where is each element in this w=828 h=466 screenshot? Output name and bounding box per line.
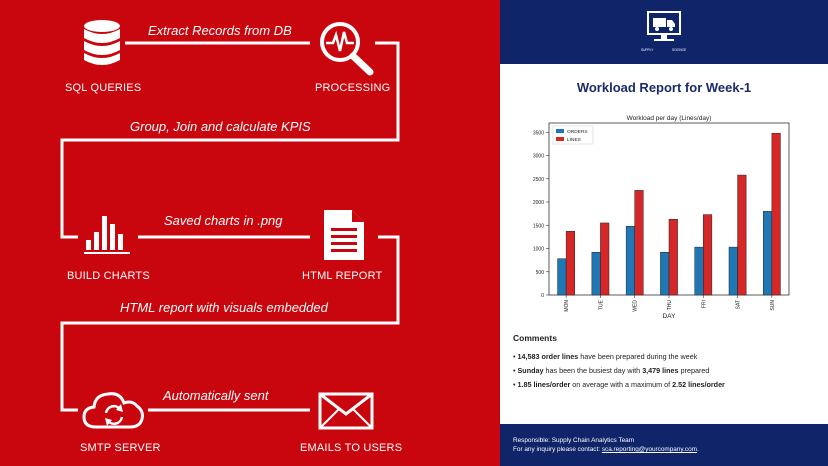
x-tick-label: FRI bbox=[701, 300, 708, 309]
bar-lines-mon bbox=[566, 231, 575, 295]
y-tick-label: 1000 bbox=[532, 246, 544, 253]
bars bbox=[558, 133, 781, 295]
legend-swatch-lines bbox=[556, 137, 564, 141]
y-tick-label: 1500 bbox=[532, 223, 544, 230]
footer-email-link[interactable]: sca.reporting@yourcompany.com bbox=[601, 446, 697, 453]
x-tick-label: SUN bbox=[769, 300, 776, 311]
report-footer bbox=[500, 424, 828, 466]
document-icon bbox=[322, 208, 366, 262]
y-tick-label: 2000 bbox=[532, 200, 544, 207]
chart-legend bbox=[553, 126, 593, 144]
bar-lines-fri bbox=[703, 215, 712, 295]
step-label-smtp: SMTP SERVER bbox=[80, 442, 161, 454]
step-label-emails: EMAILS TO USERS bbox=[300, 442, 403, 454]
y-tick-label: 3500 bbox=[532, 130, 544, 137]
comment-2: • Sunday has been the busiest day with 3,479 lines prepared bbox=[513, 366, 710, 375]
report-header bbox=[500, 0, 828, 64]
caption-sent: Automatically sent bbox=[163, 388, 269, 403]
database-icon bbox=[82, 20, 122, 66]
legend-label-orders: ORDERS bbox=[567, 130, 588, 135]
truck-monitor-logo-icon bbox=[640, 8, 688, 54]
chart-title: Workload per day (Lines/day) bbox=[626, 115, 712, 122]
workload-chart bbox=[512, 112, 812, 324]
search-waveform-icon bbox=[316, 20, 378, 76]
report-title: Workload Report for Week-1 bbox=[576, 80, 752, 95]
y-tick-label: 2500 bbox=[532, 176, 544, 183]
bar-orders-mon bbox=[558, 259, 567, 295]
x-tick-label: MON bbox=[564, 300, 571, 312]
bar-chart-icon bbox=[84, 212, 130, 254]
logo-text-right: SCIENCE bbox=[672, 48, 687, 52]
comments-title: Comments bbox=[513, 333, 557, 343]
envelope-icon bbox=[318, 392, 374, 430]
bar-lines-wed bbox=[635, 190, 644, 295]
caption-embedded: HTML report with visuals embedded bbox=[120, 300, 328, 315]
legend-swatch-orders bbox=[556, 129, 564, 133]
logo-text-left: SUPPLY bbox=[641, 48, 654, 52]
x-tick-label: SAT bbox=[735, 300, 742, 310]
comment-3: • 1.85 lines/order on average with a maximum of 2.52 lines/order bbox=[513, 380, 725, 389]
y-tick-label: 500 bbox=[535, 269, 544, 276]
bar-orders-sun bbox=[763, 211, 772, 295]
caption-saved: Saved charts in .png bbox=[164, 213, 283, 228]
bar-lines-sat bbox=[738, 175, 747, 295]
bar-orders-tue bbox=[592, 252, 601, 295]
bar-orders-wed bbox=[626, 226, 635, 295]
y-tick-label: 0 bbox=[541, 293, 544, 299]
footer-responsible: Responsible: Supply Chain Analytics Team bbox=[513, 437, 635, 444]
step-label-html: HTML REPORT bbox=[302, 270, 383, 282]
step-label-processing: PROCESSING bbox=[315, 82, 391, 94]
footer-inquiry: For any inquiry please contact: sca.reporting@yourcompany.com. bbox=[513, 446, 699, 453]
chart-xlabel: DAY bbox=[662, 313, 676, 320]
x-tick-label: TUE bbox=[598, 300, 605, 310]
caption-extract: Extract Records from DB bbox=[148, 23, 292, 38]
y-tick-label: 3000 bbox=[532, 153, 544, 160]
x-axis bbox=[564, 295, 776, 312]
caption-group: Group, Join and calculate KPIS bbox=[130, 119, 311, 134]
cloud-sync-icon bbox=[82, 389, 146, 431]
connector-html-smtp bbox=[62, 237, 398, 410]
step-label-build: BUILD CHARTS bbox=[67, 270, 150, 282]
bar-lines-thu bbox=[669, 219, 678, 295]
y-axis bbox=[533, 130, 549, 299]
step-label-sql: SQL QUERIES bbox=[65, 82, 142, 94]
bar-lines-tue bbox=[600, 223, 609, 295]
report-preview bbox=[500, 0, 828, 466]
bar-orders-fri bbox=[695, 247, 704, 295]
bar-orders-sat bbox=[729, 247, 738, 295]
bar-lines-sun bbox=[772, 133, 781, 295]
comment-1: • 14,583 order lines have been prepared during the week bbox=[513, 352, 698, 361]
bar-orders-thu bbox=[660, 252, 669, 295]
x-tick-label: THU bbox=[667, 300, 673, 311]
x-tick-label: WED bbox=[632, 300, 639, 312]
legend-label-lines: LINES bbox=[567, 138, 581, 143]
